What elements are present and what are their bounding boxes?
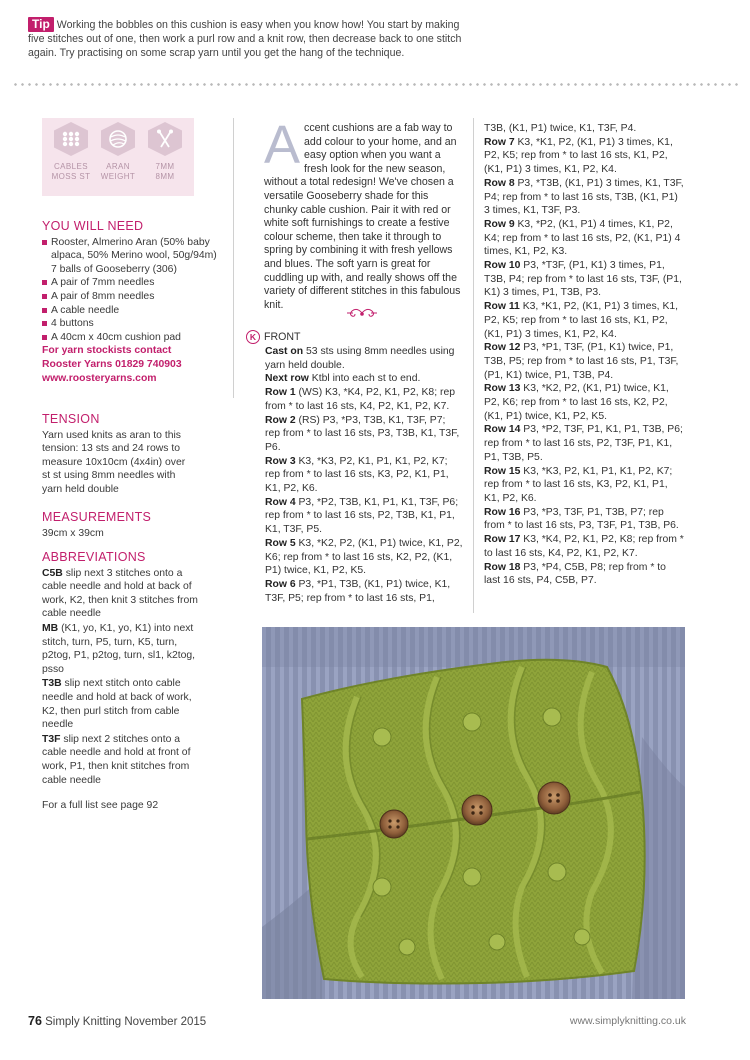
pattern-row: T3B, (K1, P1) twice, K1, T3F, P4.	[484, 123, 637, 134]
you-will-need-heading: YOU WILL NEED	[42, 219, 144, 233]
badge-needles	[142, 122, 188, 181]
badge-cables	[48, 122, 94, 181]
abbreviations-section	[42, 551, 200, 814]
knit-k-icon: K	[246, 330, 260, 344]
pattern-row: Row 17 K3, *K4, P2, K1, P2, K8; rep from * to last 16 sts, K4, P2, K1, P2, K7.	[484, 534, 684, 559]
badge-weight	[95, 122, 141, 181]
front-heading-text: FRONT	[264, 331, 301, 343]
flourish-ornament-icon	[343, 306, 381, 320]
column-divider-right	[473, 118, 474, 613]
stockist-contact-line1: For yarn stockists contact	[42, 345, 172, 357]
materials-subitem: 7 balls of Gooseberry (306)	[51, 263, 177, 275]
magazine-url[interactable]: www.simplyknitting.co.uk	[569, 1015, 686, 1027]
pattern-row: Row 10 P3, *T3F, (P1, K1) 3 times, P1, T3B, P4; rep from * to last 16 sts, T3F, (P1, K1) 3 times, P1, T3B, P3.	[484, 260, 682, 299]
materials-item: Rooster, Almerino Aran (50% baby alpaca, 50% Merino wool, 50g/94m)	[42, 236, 217, 263]
full-list-note: For a full list see page 92	[42, 800, 159, 812]
badge-needles-line2: 8MM	[155, 171, 175, 181]
pattern-instructions-middle	[265, 345, 463, 605]
dotted-divider	[12, 83, 738, 86]
badge-needles-line1: 7MM	[155, 162, 175, 171]
materials-item: A 40cm x 40cm cushion pad	[42, 331, 217, 345]
pattern-info-badges	[42, 118, 194, 196]
pattern-row: Row 3 K3, *K3, P2, K1, P1, K1, P2, K7; rep from * to last 16 sts, K3, P2, K1, P1, K1, P2, K6.	[265, 455, 449, 495]
measurements-text: 39cm x 39cm	[42, 527, 104, 539]
pattern-row: Row 7 K3, *K1, P2, (K1, P1) 3 times, K1, P2, K5; rep from * to last 16 sts, K1, P2, (K1, P1) 3 times, K1, P2, K4.	[484, 136, 673, 176]
pattern-row: Cast on 53 sts using 8mm needles using yarn held double.	[265, 346, 455, 371]
pattern-row: Row 5 K3, *K2, P2, (K1, P1) twice, K1, P2, K6; rep from * to last 16 sts, K2, P2, (K1, P1) twice, K1, P2, K5.	[265, 537, 463, 577]
materials-item: A pair of 7mm needles	[42, 276, 217, 290]
pattern-row: Row 13 K3, *K2, P2, (K1, P1) twice, K1, P2, K6; rep from * to last 16 sts, K2, P2, (K1, P1) twice, K1, P2, K5.	[484, 383, 669, 422]
yarn-ball-icon	[101, 122, 135, 156]
measurements-section	[42, 511, 217, 540]
pattern-row: Row 12 P3, *P1, T3F, (P1, K1) twice, P1, T3B, P5; rep from * to last 16 sts, P1, T3F, (P1, K1) twice, P1, T3B, P4.	[484, 342, 679, 381]
pattern-row: Row 4 P3, *P2, T3B, K1, P1, K1, T3F, P6; rep from * to last 16 sts, P2, T3B, K1, P1, K1, T3F, P5.	[265, 496, 459, 536]
pattern-row: Row 14 P3, *P2, T3F, P1, K1, P1, T3B, P6; rep from * to last 16 sts, P2, T3F, P1, K1, P1, T3B, P5.	[484, 424, 683, 463]
badge-weight-line2: WEIGHT	[100, 171, 136, 181]
you-will-need-section	[42, 220, 217, 385]
stockist-contact-line2: Rooster Yarns 01829 740903	[42, 358, 182, 370]
materials-item: A cable needle	[42, 304, 217, 318]
materials-item: A pair of 8mm needles	[42, 290, 217, 304]
abbreviation-item: MB (K1, yo, K1, yo, K1) into next stitch, turn, P5, turn, K5, turn, p2tog, P1, p2tog, turn, sl1, k2tog, psso	[42, 622, 196, 675]
tension-section	[42, 413, 192, 497]
tension-text: Yarn used knits as aran to this tension: 13 sts and 24 rows to measure 10x10cm (4x4in) over st st using 8mm needles with yarn held double	[42, 429, 186, 495]
abbreviations-heading: ABBREVIATIONS	[42, 550, 146, 564]
front-heading	[246, 330, 300, 344]
pattern-row: Row 11 K3, *K1, P2, (K1, P1) 3 times, K1, P2, K5; rep from * to last 16 sts, K1, P2, (K1, P1) 3 times, K1, P2, K4.	[484, 301, 679, 340]
pattern-row: Row 16 P3, *P3, T3F, P1, T3B, P7; rep from * to last 16 sts, P3, T3F, P1, T3B, P6.	[484, 506, 679, 532]
stockist-url[interactable]: www.roosteryarns.com	[42, 372, 157, 384]
pattern-row: Row 1 (WS) K3, *K4, P2, K1, P2, K8; rep from * to last 16 sts, K4, P2, K1, P2, K7.	[265, 387, 456, 412]
abbreviation-item: T3F slip next 2 stitches onto a cable needle and hold at front of work, P1, then knit stitches from cable needle	[42, 733, 191, 786]
pattern-row: Row 8 P3, *T3B, (K1, P1) 3 times, K1, T3F, P4; rep from * to last 16 sts, T3B, (K1, P1) 3 times, K1, T3F, P3.	[484, 177, 684, 217]
pattern-row: Row 6 P3, *P1, T3B, (K1, P1) twice, K1, T3F, P5; rep from * to last 16 sts, P1,	[265, 578, 451, 604]
tension-heading: TENSION	[42, 412, 100, 426]
tip-box	[28, 17, 478, 60]
page-number: 76	[28, 1014, 42, 1028]
pattern-row: Next row Ktbl into each st to end.	[265, 373, 421, 385]
pattern-row: Row 15 K3, *K3, P2, K1, P1, K1, P2, K7; rep from * to last 16 sts, K3, P2, K1, P1, K1, P2, K6.	[484, 465, 673, 504]
materials-item: 4 buttons	[42, 317, 217, 331]
pattern-row: Row 18 P3, *P4, C5B, P8; rep from * to last 16 sts, P4, C5B, P7.	[484, 561, 666, 587]
cables-moss-stitch-icon	[54, 122, 88, 156]
magazine-issue: Simply Knitting November 2015	[45, 1016, 207, 1028]
badge-cables-line1: CABLES	[54, 162, 88, 171]
abbreviation-item: C5B slip next 3 stitches onto a cable needle and hold at back of work, K2, then knit 3 stitches from cable needle	[42, 567, 198, 620]
column-divider-left	[233, 118, 234, 398]
measurements-heading: MEASUREMENTS	[42, 510, 152, 524]
badge-cables-line2: MOSS ST	[51, 171, 91, 181]
pattern-row: Row 2 (RS) P3, *P3, T3B, K1, T3F, P7; rep from * to last 16 sts, P3, T3B, K1, T3F, P6.	[265, 414, 460, 453]
badge-weight-line1: ARAN	[106, 162, 130, 171]
cushion-photo	[262, 627, 685, 999]
page-footer-left	[28, 1014, 206, 1028]
intro-text: ccent cushions are a fab way to add colour to your home, and an easy option when you want a fresh look for the new season, without a total redesign! We've chosen a versatile Gooseberry shade for this chunky cable cushion. Pair it with red or white soft furnishings to create a festive colour scheme, then take it through to spring by combining it with fresh yellows and blues. The soft yarn is great for cuddling up with, and really shows off the variety of different stitches in this fabulous knit.	[264, 122, 461, 311]
pattern-instructions-right	[484, 122, 684, 588]
tip-text: Working the bobbles on this cushion is easy when you know how! You start by making five stitches out of one, then work a purl row and a knit row, then decrease back to one stitch again. Try practising on some scrap yarn until you get the hang of the technique.	[28, 19, 462, 59]
knitting-needles-icon	[148, 122, 182, 156]
pattern-row: Row 9 K3, *P2, (K1, P1) 4 times, K1, P2, K4; rep from * to last 16 sts, P2, (K1, P1) 4 times, K1, P2, K3.	[484, 218, 681, 258]
intro-paragraph	[264, 115, 461, 312]
abbreviation-item: T3B slip next stitch onto cable needle and hold at back of work, K2, then purl stitch from cable needle	[42, 678, 192, 731]
drop-cap: A	[264, 115, 301, 175]
tip-badge: Tip	[28, 17, 54, 32]
